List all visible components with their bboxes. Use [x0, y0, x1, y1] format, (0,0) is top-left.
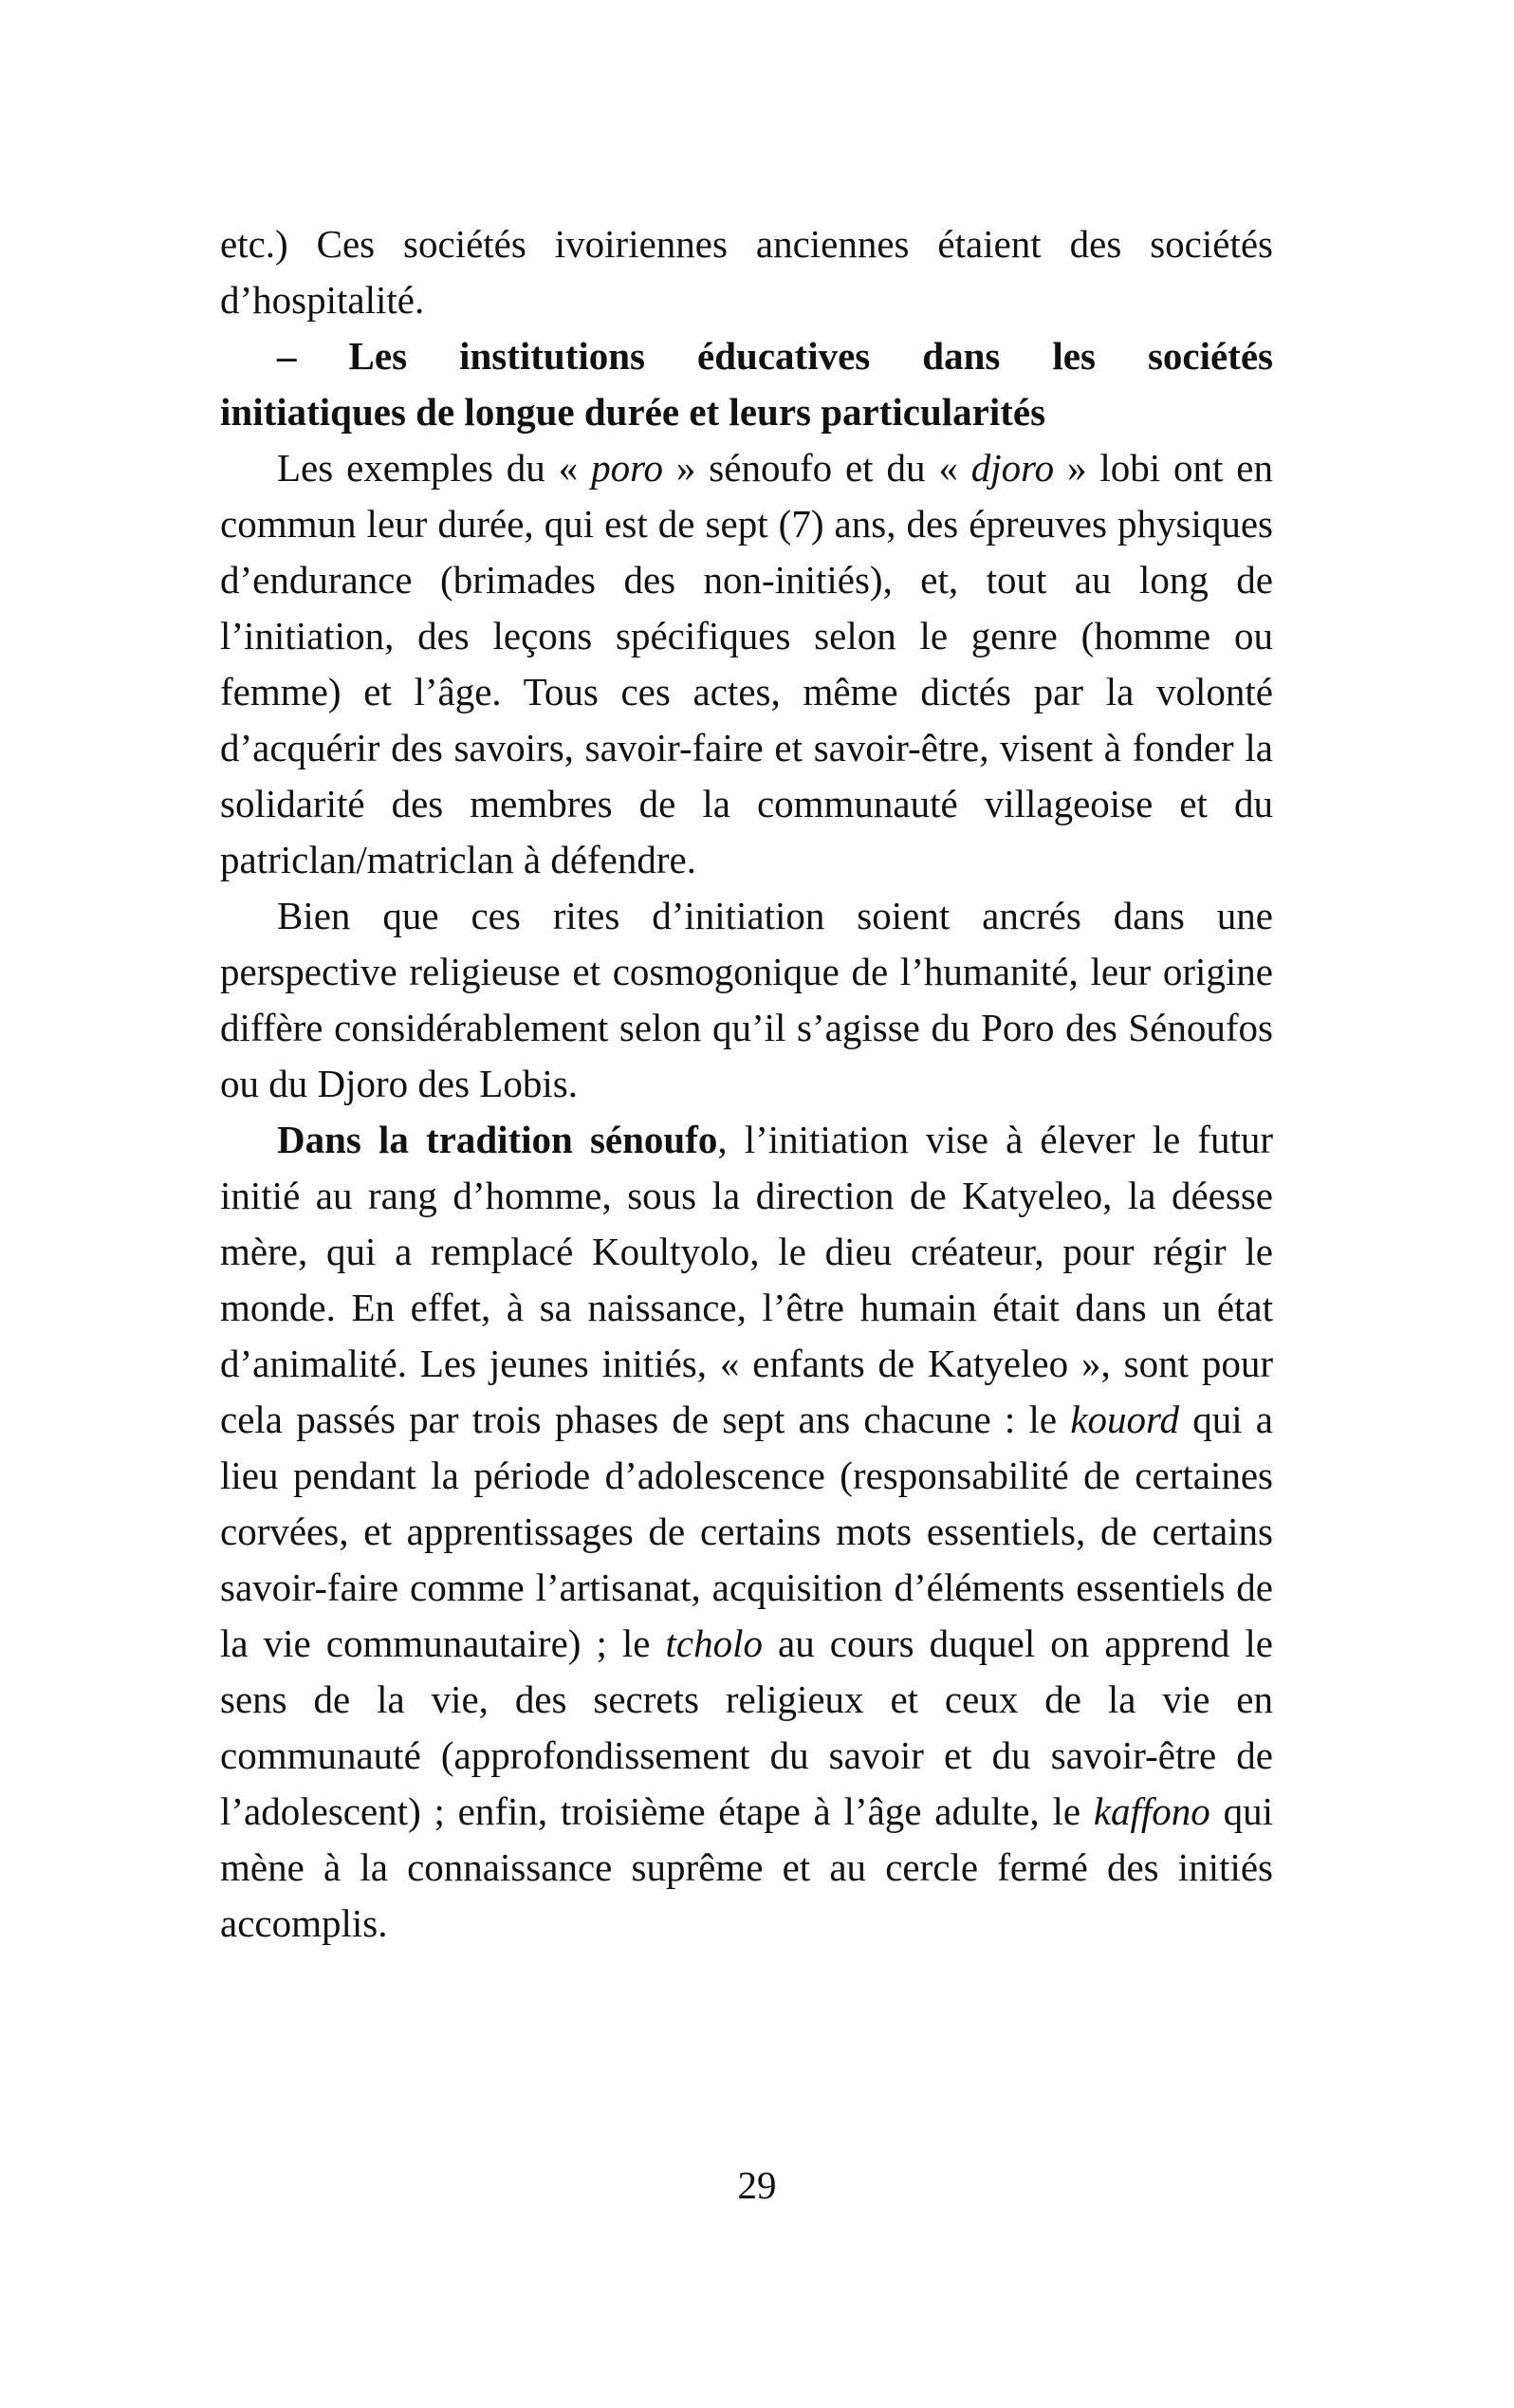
paragraph-poro-djoro	[220, 440, 1273, 888]
paragraph-senoufo-tradition	[220, 1112, 1273, 1952]
term-djoro: djoro	[970, 446, 1055, 490]
text-run: Les exemples du «	[277, 446, 592, 490]
section-heading-line-2: initiatiques de longue durée et leurs particularités	[220, 390, 1046, 434]
text-run: » sénoufo et du «	[663, 446, 971, 490]
text-run: , l’initiation vise à élever le futur initié au rang d’homme, sous la direction de Katyeleo, la déesse mère, qui a remplacé Koultyolo, le dieu créateur, pour régir le monde. En effet, à sa naissance, l’être humain était dans un état d’animalité. Les jeunes initiés, « enfants de Katyeleo », sont pour cela passés par trois phases de sept ans chacune : le	[220, 1118, 1273, 1441]
paragraph-origin: Bien que ces rites d’initiation soient ancrés dans une perspective religieuse et cosmogonique de l’humanité, leur origine diffère considérablement selon qu’il s’agisse du Poro des Sénoufos ou du Djoro des Lobis.	[220, 894, 1273, 1105]
section-heading	[220, 328, 1273, 440]
text-run: qui a lieu pendant la période d’adolescence (responsabilité de certaines corvées, et apprentissages de certains mots essentiels, de certains savoir-faire comme l’artisanat, acquisition d’éléments essentiels de la vie communautaire) ; le	[220, 1398, 1274, 1665]
term-kouord: kouord	[1070, 1398, 1179, 1441]
bold-lead-in: Dans la tradition sénoufo	[277, 1118, 718, 1161]
text-run: au cours duquel on apprend le sens de la vie, des secrets religieux et ceux de la vie en communauté (approfondissement du savoir et du savoir-être de l’adolescent) ; enfin, troisième étape à l’âge adulte, le	[220, 1621, 1273, 1833]
text-run: qui mène à la connaissance suprême et au cercle fermé des initiés accomplis.	[220, 1789, 1273, 1945]
page-body	[220, 216, 1273, 1952]
term-tcholo: tcholo	[665, 1621, 764, 1665]
term-poro: poro	[591, 446, 664, 490]
text-run: » lobi ont en commun leur durée, qui est de sept (7) ans, des épreuves physiques d’endurance (brimades des non-initiés), et, tout au long de l’initiation, des leçons spécifiques selon le genre (homme ou femme) et l’âge. Tous ces actes, même dictés par la volonté d’acquérir des savoirs, savoir-faire et savoir-être, visent à fonder la solidarité des membres de la communauté villageoise et du patriclan/matriclan à défendre.	[220, 446, 1273, 881]
term-kaffono: kaffono	[1093, 1789, 1210, 1833]
page-number: 29	[737, 2163, 777, 2207]
paragraph-continuation: etc.) Ces sociétés ivoiriennes anciennes étaient des sociétés d’hospitalité.	[220, 222, 1273, 322]
section-heading-line-1: – Les institutions éducatives dans les sociétés	[277, 334, 1273, 378]
